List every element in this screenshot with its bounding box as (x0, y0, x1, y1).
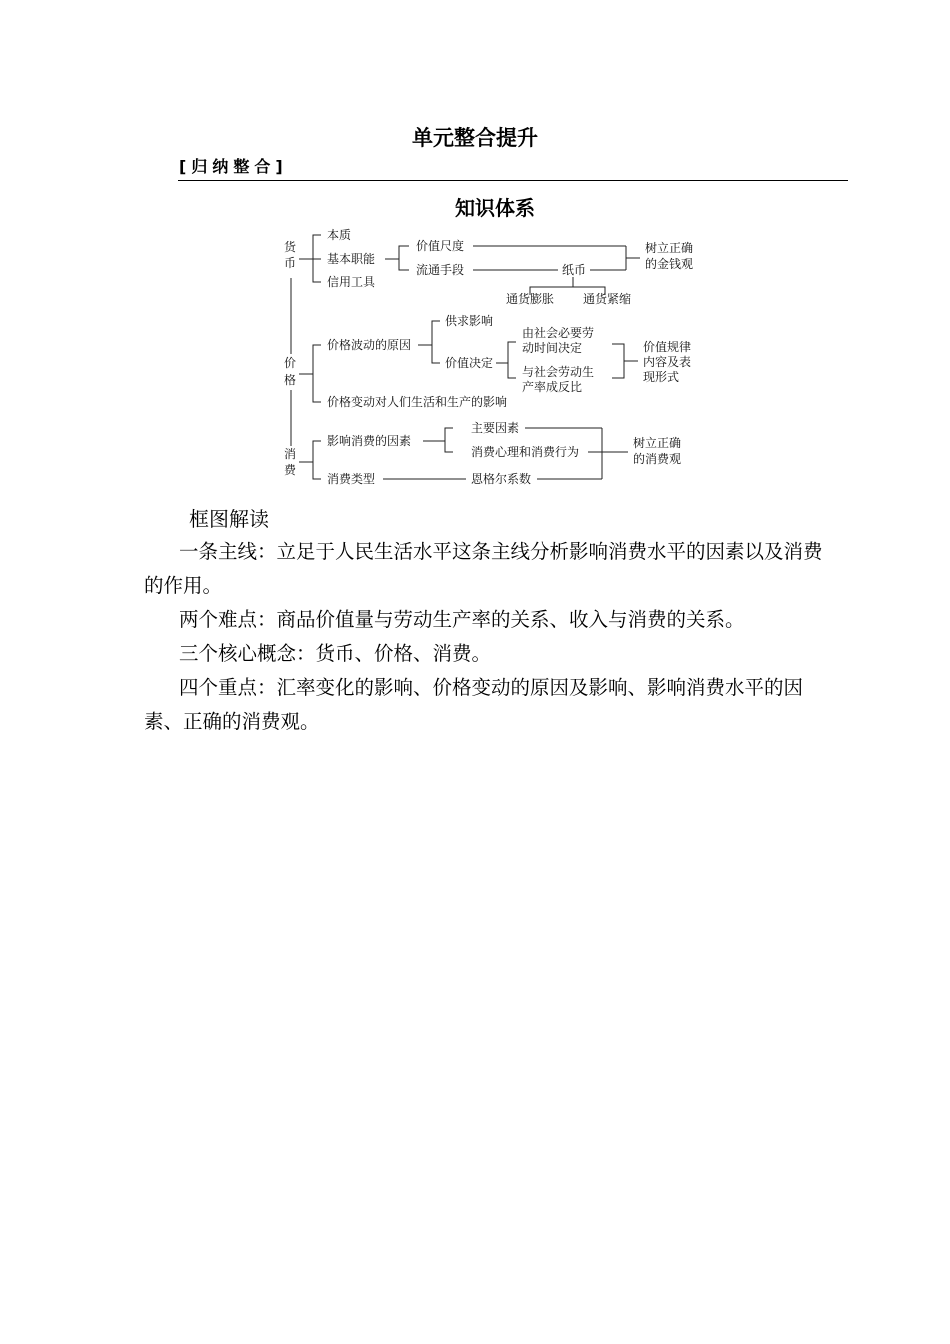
jiage-shengchanlv-1: 与社会劳动生 (522, 365, 595, 379)
huobi-jiazhi-chidu: 价值尺度 (416, 239, 465, 253)
huobi-tonghuo-jinsuo: 通货紧缩 (583, 292, 632, 306)
jiage-jiazhi-jueding: 价值决定 (445, 356, 494, 370)
paragraph-difficulties: 两个难点：商品价值量与劳动生产率的关系、收入与消费的关系。 (179, 608, 745, 631)
xiaofei-label-1: 消 (284, 447, 297, 461)
huobi-jinqianguan-1: 树立正确 (645, 241, 694, 255)
jiage-guilv-2: 内容及表 (643, 355, 692, 369)
jiage-biandong-yingxiang: 价格变动对人们生活和生产的影响 (327, 395, 508, 409)
knowledge-diagram (0, 0, 950, 500)
jiage-guilv-3: 现形式 (643, 370, 680, 384)
huobi-xinyong-gongju: 信用工具 (327, 275, 376, 289)
xiaofei-xiaofeiguan-1: 树立正确 (633, 436, 682, 450)
huobi-label-2: 币 (284, 256, 297, 270)
huobi-tonghuo-pengzhang: 通货膨胀 (506, 292, 555, 306)
paragraph-main-line: 一条主线：立足于人民生活水平这条主线分析影响消费水平的因素以及消费的作用。 (144, 540, 823, 597)
jiage-label-2: 格 (284, 373, 297, 387)
jiage-guilv-1: 价值规律 (643, 340, 692, 354)
interpretation-heading: 框图解读 (189, 507, 269, 531)
jiage-shengchanlv-2: 产率成反比 (522, 380, 583, 394)
page-title: 单元整合提升 (412, 126, 538, 150)
xiaofei-engeer: 恩格尔系数 (471, 472, 532, 486)
huobi-liutong-shouduan: 流通手段 (416, 263, 465, 277)
jiage-bodong-yuanyin: 价格波动的原因 (327, 338, 412, 352)
jiage-shehui-biyao-2: 动时间决定 (522, 341, 583, 355)
huobi-jinqianguan-2: 的金钱观 (645, 257, 694, 271)
xiaofei-zhuyao-yinsu: 主要因素 (471, 421, 520, 435)
paragraph-core-concepts: 三个核心概念：货币、价格、消费。 (179, 642, 492, 665)
xiaofei-xiaofeiguan-2: 的消费观 (633, 452, 682, 466)
xiaofei-xinli-xingwei: 消费心理和消费行为 (471, 445, 580, 459)
xiaofei-yingxiang-yinsu: 影响消费的因素 (327, 434, 412, 448)
huobi-label-1: 货 (284, 240, 297, 254)
jiage-shehui-biyao-1: 由社会必要劳 (522, 326, 595, 340)
jiage-label-1: 价 (284, 356, 297, 370)
huobi-benzhi: 本质 (327, 228, 352, 242)
huobi-jiben-zhineng: 基本职能 (327, 252, 376, 266)
jiage-gongqiu-yingxiang: 供求影响 (445, 314, 494, 328)
section-label: [归纳整合] (179, 157, 288, 176)
diagram-subtitle: 知识体系 (455, 196, 535, 220)
paragraph-key-points: 四个重点：汇率变化的影响、价格变动的原因及影响、影响消费水平的因素、正确的消费观。 (144, 676, 804, 733)
huobi-zhibi: 纸币 (562, 263, 587, 277)
xiaofei-leixing: 消费类型 (327, 472, 376, 486)
xiaofei-label-2: 费 (284, 463, 297, 477)
